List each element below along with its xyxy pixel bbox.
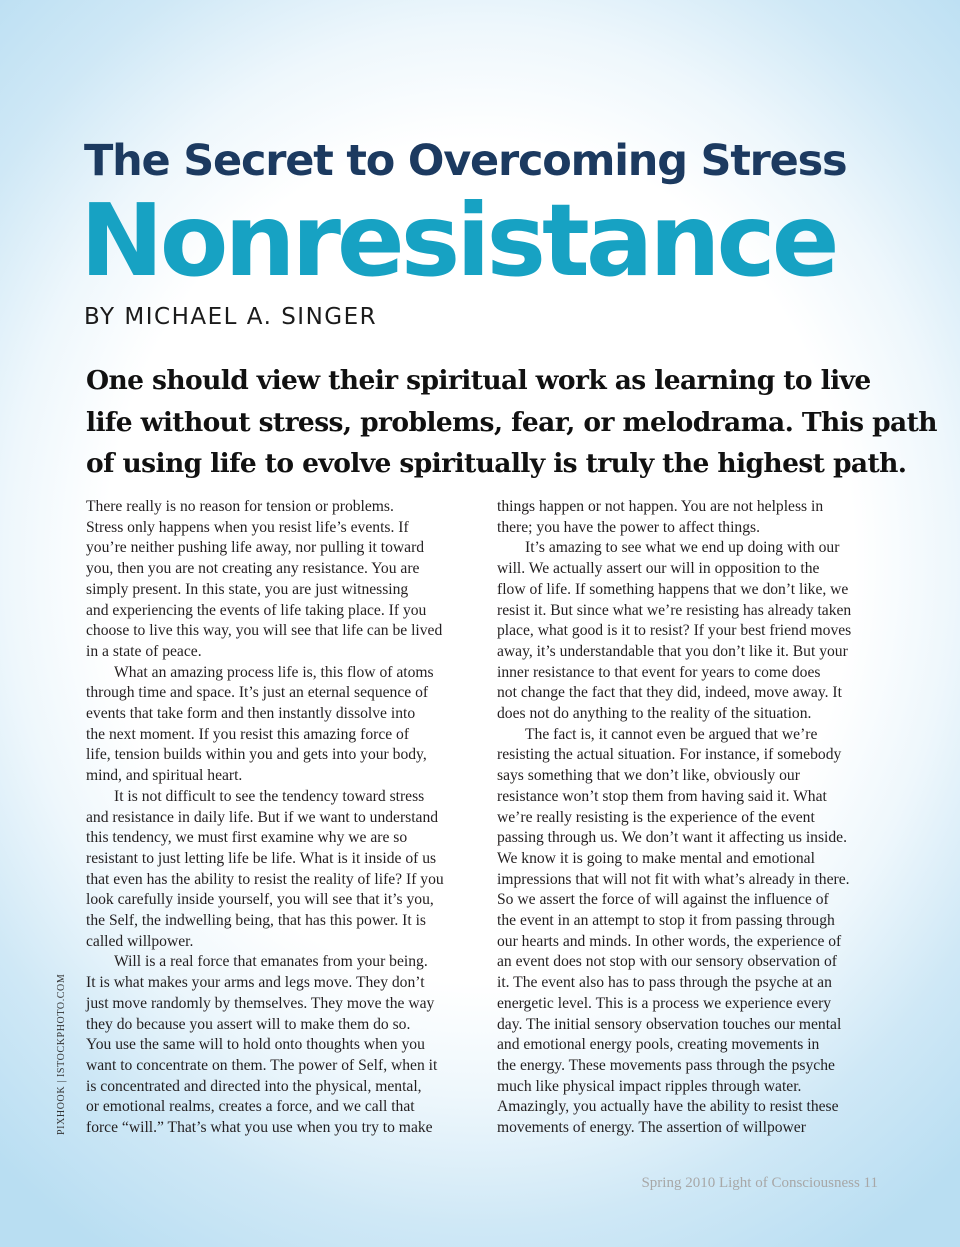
body-line: It is what makes your arms and legs move. They don’t <box>86 974 425 992</box>
body-line: Amazingly, you actually have the ability to resist these <box>497 1098 839 1116</box>
body-column-right <box>497 497 883 1139</box>
deck-line: of using life to evolve spiritually is truly the highest path. <box>86 448 907 479</box>
body-line: passing through us. We don’t want it affecting us inside. <box>497 829 847 847</box>
body-line: mind, and spiritual heart. <box>86 767 243 785</box>
body-line: force “will.” That’s what you use when you try to make <box>86 1119 433 1137</box>
body-line: you, then you are not creating any resistance. You are <box>86 560 420 578</box>
body-line: an event does not stop with our sensory observation of <box>497 953 837 971</box>
body-line: events that take form and then instantly dissolve into <box>86 705 416 723</box>
body-line: things happen or not happen. You are not helpless in <box>497 498 824 515</box>
body-line: So we assert the force of will against the influence of <box>497 891 829 909</box>
body-line: there; you have the power to affect things. <box>497 518 760 536</box>
body-line: not change the fact that they did, indeed, move away. It <box>497 684 842 702</box>
body-line: resisting the actual situation. For instance, if somebody <box>497 746 842 764</box>
body-line: just move randomly by themselves. They move the way <box>86 994 435 1012</box>
body-line: this tendency, we must first examine why we are so <box>86 829 408 847</box>
body-line: life, tension builds within you and gets into your body, <box>86 746 427 764</box>
body-line: the Self, the indwelling being, that has this power. It is <box>86 912 426 930</box>
body-line: the next moment. If you resist this amazing force of <box>86 725 410 743</box>
body-line: Stress only happens when you resist life’s events. If <box>86 518 409 536</box>
body-line: resistant to just letting life be life. What is it inside of us <box>86 849 437 867</box>
body-line: impressions that will not fit with what’s already in there. <box>497 870 850 888</box>
body-line: You use the same will to hold onto thoughts when you <box>86 1036 425 1054</box>
body-line: we’re really resisting is the experience of the event <box>497 808 815 826</box>
body-line: through time and space. It’s just an eternal sequence of <box>86 684 429 702</box>
body-line: Will is a real force that emanates from your being. <box>114 953 428 971</box>
body-line: away, it’s understandable that you don’t like it. But your <box>497 642 848 660</box>
article-headline: Nonresistance <box>80 182 836 299</box>
body-line: place, what good is it to resist? If your best friend moves <box>497 622 852 640</box>
article-kicker: The Secret to Overcoming Stress <box>84 136 847 186</box>
body-line: the event in an attempt to stop it from passing through <box>497 912 835 930</box>
body-line: flow of life. If something happens that we don’t like, we <box>497 580 849 598</box>
page-folio: Spring 2010 Light of Consciousness 11 <box>641 1175 878 1191</box>
photo-credit: PIXHOOK | ISTOCKPHOTO.COM <box>56 973 67 1135</box>
body-line: the energy. These movements pass through the psyche <box>497 1056 835 1074</box>
deck-line: One should view their spiritual work as learning to live <box>86 365 871 396</box>
body-line: much like physical impact ripples through water. <box>497 1077 802 1095</box>
body-line: called willpower. <box>86 932 194 950</box>
body-column-left <box>86 497 472 1139</box>
body-line: want to concentrate on them. The power of Self, when it <box>86 1056 438 1074</box>
body-line: in a state of peace. <box>86 642 202 660</box>
body-line: will. We actually assert our will in opposition to the <box>497 560 820 578</box>
body-line: they do because you assert will to make them do so. <box>86 1015 411 1033</box>
body-line: choose to live this way, you will see that life can be lived <box>86 622 443 640</box>
body-line: that even has the ability to resist the reality of life? If you <box>86 870 444 888</box>
byline: BY MICHAEL A. SINGER <box>84 304 378 330</box>
body-line: you’re neither pushing life away, nor pulling it toward <box>86 539 425 557</box>
body-line: What an amazing process life is, this flow of atoms <box>114 663 434 681</box>
body-line: is concentrated and directed into the physical, mental, <box>86 1077 422 1095</box>
body-line: our hearts and minds. In other words, the experience of <box>497 932 842 950</box>
body-line: and emotional energy pools, creating movements in <box>497 1036 820 1054</box>
body-line: or emotional realms, creates a force, and we call that <box>86 1098 415 1116</box>
deck-line: life without stress, problems, fear, or melodrama. This path <box>86 406 937 438</box>
body-line: says something that we don’t like, obviously our <box>497 767 800 785</box>
body-line: and experiencing the events of life taking place. If you <box>86 601 427 619</box>
body-line: and resistance in daily life. But if we want to understand <box>86 808 439 826</box>
body-line: The fact is, it cannot even be argued that we’re <box>525 725 818 743</box>
body-line: look carefully inside yourself, you will see that it’s you, <box>86 891 434 909</box>
body-line: inner resistance to that event for years to come does <box>497 663 821 681</box>
article-deck <box>86 360 937 485</box>
body-line: It is not difficult to see the tendency toward stress <box>114 787 425 805</box>
body-line: movements of energy. The assertion of willpower <box>497 1119 806 1137</box>
body-line: energetic level. This is a process we experience every <box>497 994 832 1012</box>
body-line: resistance won’t stop them from having said it. What <box>497 787 827 805</box>
body-line: it. The event also has to pass through the psyche at an <box>497 974 832 992</box>
body-line: resist it. But since what we’re resisting has already taken <box>497 601 852 619</box>
body-line: simply present. In this state, you are just witnessing <box>86 580 409 598</box>
body-line: There really is no reason for tension or problems. <box>86 498 394 515</box>
body-line: We know it is going to make mental and emotional <box>497 849 815 867</box>
body-line: day. The initial sensory observation touches our mental <box>497 1015 842 1033</box>
body-line: It’s amazing to see what we end up doing with our <box>525 539 840 557</box>
body-line: does not do anything to the reality of the situation. <box>497 705 812 723</box>
